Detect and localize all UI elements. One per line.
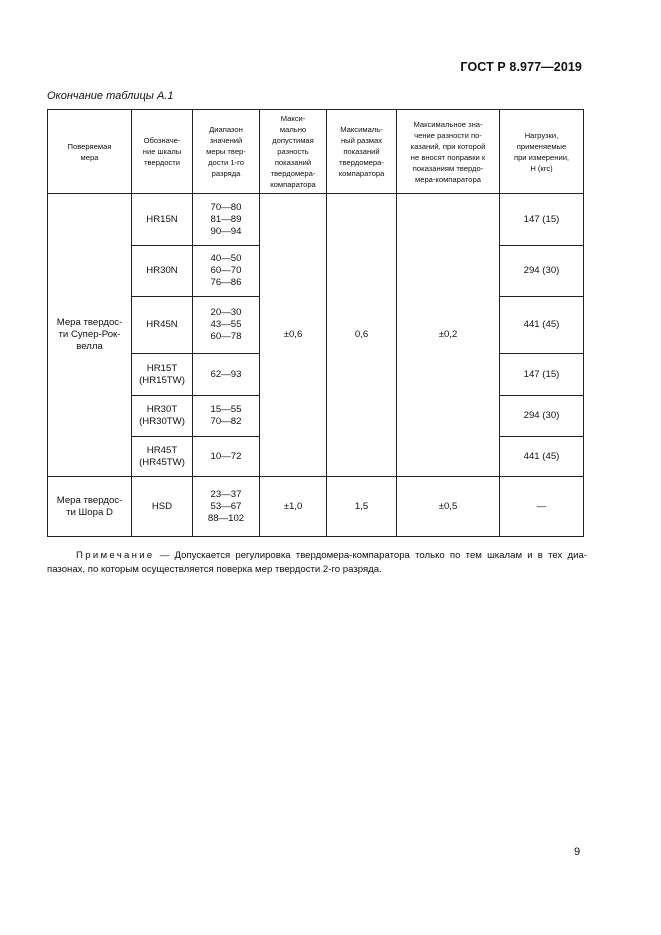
scale-cell: HR45N (132, 297, 193, 354)
measure-cell: Мера твердос- ти Супер-Рок- велла (48, 194, 132, 477)
range-cell: 23—37 53—67 88—102 (193, 477, 260, 537)
scale-cell: HSD (132, 477, 193, 537)
page-number: 9 (574, 846, 581, 858)
load-cell: 441 (45) (500, 297, 584, 354)
header-cell: Обозначе- ние шкалы твердости (132, 110, 193, 194)
scale-cell: HR45T (HR45TW) (132, 437, 193, 477)
measure-cell: Мера твердос- ти Шора D (48, 477, 132, 537)
header-cell: Максималь- ный размах показаний твердомера- компаратора (327, 110, 397, 194)
load-cell: 147 (15) (500, 194, 584, 246)
load-cell: 294 (30) (500, 396, 584, 437)
range-cell: 62—93 (193, 354, 260, 396)
note-text: — Допускается регулировка твердомера-компаратора только по тем шкалам и в тех диа-пазонах, по которым осуществляется поверка мер твердости 2-го разряда. (47, 550, 587, 575)
table-row (48, 477, 584, 537)
table-note (47, 549, 587, 577)
note-label: Примечание (76, 550, 155, 561)
max-range-cell: 0,6 (327, 194, 397, 477)
no-correction-cell: ±0,5 (397, 477, 500, 537)
hardness-table (47, 109, 584, 537)
scale-cell: HR15T (HR15TW) (132, 354, 193, 396)
header-cell: Поверяемая мера (48, 110, 132, 194)
range-cell: 40—50 60—70 76—86 (193, 246, 260, 297)
max-diff-cell: ±0,6 (260, 194, 327, 477)
load-cell: — (500, 477, 584, 537)
table-header-row (48, 110, 584, 194)
no-correction-cell: ±0,2 (397, 194, 500, 477)
range-cell: 70—80 81—89 90—94 (193, 194, 260, 246)
load-cell: 441 (45) (500, 437, 584, 477)
table-caption: Окончание таблицы А.1 (47, 90, 174, 102)
scale-cell: HR15N (132, 194, 193, 246)
table-row (48, 194, 584, 246)
load-cell: 147 (15) (500, 354, 584, 396)
header-cell: Диапазон значений меры твер- дости 1-го разряда (193, 110, 260, 194)
scale-cell: HR30N (132, 246, 193, 297)
header-cell: Макси- мально допустимая разность показаний твердомера- компаратора (260, 110, 327, 194)
scale-cell: HR30T (HR30TW) (132, 396, 193, 437)
range-cell: 15—55 70—82 (193, 396, 260, 437)
range-cell: 10—72 (193, 437, 260, 477)
range-cell: 20—30 43—55 60—78 (193, 297, 260, 354)
max-diff-cell: ±1,0 (260, 477, 327, 537)
header-cell: Максимальное зна- чение разности по- казаний, при которой не вносят поправки к показаниям твердо- мера-компаратора (397, 110, 500, 194)
load-cell: 294 (30) (500, 246, 584, 297)
header-cell: Нагрузки, применяемые при измерении, Н (кгс) (500, 110, 584, 194)
document-number: ГОСТ Р 8.977—2019 (460, 60, 582, 74)
max-range-cell: 1,5 (327, 477, 397, 537)
